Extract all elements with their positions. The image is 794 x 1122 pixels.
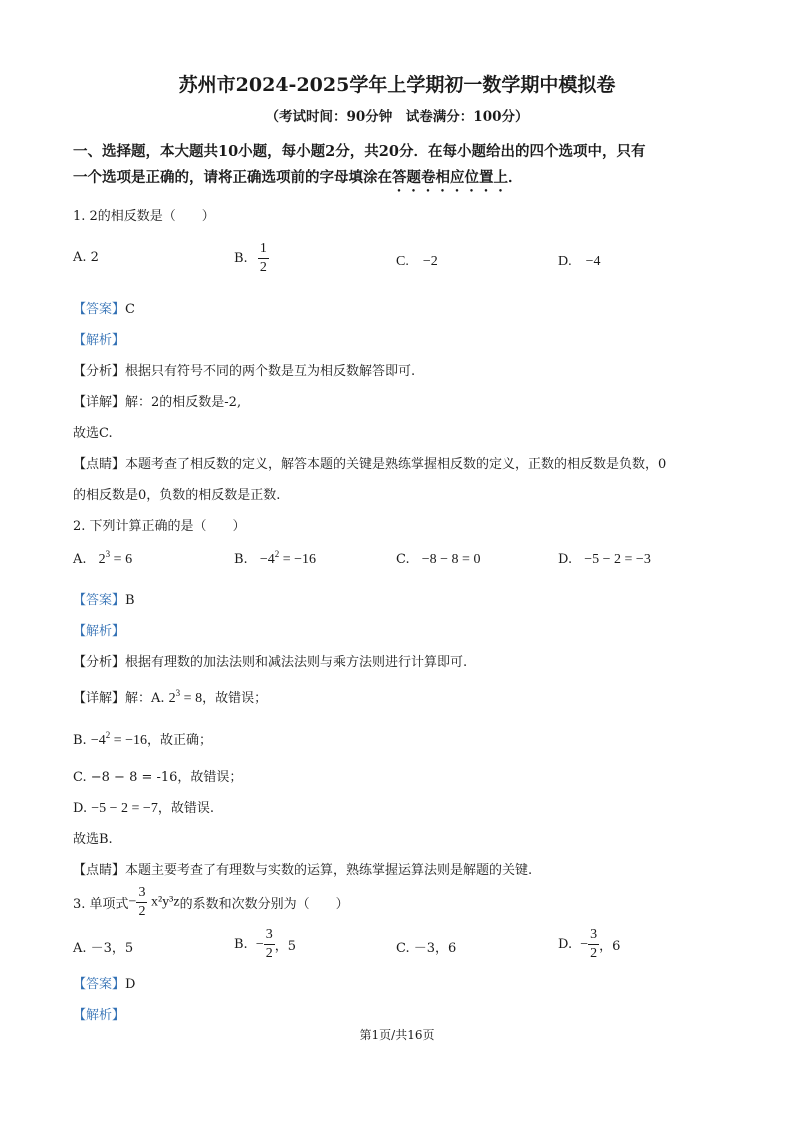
q2-detail-b-suffix: ，故正确； (147, 733, 213, 748)
q2-option-c (396, 552, 480, 568)
q2-detail-d (73, 797, 214, 817)
q2-detail-b (73, 729, 212, 749)
q1-option-b-denominator: 2 (259, 260, 267, 275)
q2-option-d-expr: −5 − 2 = −3 (584, 552, 651, 567)
q2-option-b-expr (259, 549, 317, 567)
answer-tag: 【答案】 (73, 302, 126, 317)
q3-answer (73, 973, 135, 992)
q3-answer-value: D (125, 977, 136, 992)
fenxi-tag: 【分析】 (73, 364, 126, 379)
q3-option-b-numerator: 3 (264, 928, 275, 945)
q1-option-b-fraction (258, 242, 269, 275)
q3-option-d-label: D. (558, 937, 573, 952)
q1-comment-line1 (73, 453, 666, 472)
q2-option-a-base: 2 (98, 552, 106, 567)
q1-fenxi (73, 360, 415, 379)
q2-detail-prefix: 解：A. (125, 691, 169, 706)
q2-analysis-tag: 【解析】 (73, 624, 126, 639)
q2-detail-b-expr (90, 730, 148, 748)
q2-detail-exp: 3 (175, 688, 181, 698)
q2-detail-expr (168, 688, 203, 706)
q3-stem-denominator: 2 (138, 904, 146, 919)
q3-analysis-tag: 【解析】 (73, 1008, 126, 1023)
q3-option-d-numerator: 3 (588, 928, 599, 945)
q2-answer-value: B (125, 593, 135, 608)
q2-option-b-rest: = −16 (279, 552, 317, 567)
q2-option-a (73, 549, 133, 568)
q2-detail-b-label: B. (73, 733, 91, 748)
q2-detail-d-expr: −5 − 2 = −7 (91, 801, 158, 816)
section-line2-suffix: ． (508, 169, 523, 186)
q2-stem: 2. 下列计算正确的是（ ） (73, 519, 246, 534)
q2-detail-d-prefix: D. (73, 801, 92, 816)
q3-option-d-minus: − (580, 936, 589, 952)
q3-stem (73, 886, 349, 919)
page-title: 苏州市2024-2025学年上学期初一数学期中模拟卷 (178, 74, 616, 96)
q1-analysis-tag: 【解析】 (73, 333, 126, 348)
q3-option-b-denominator: 2 (265, 946, 273, 961)
q1-option-d: D. −4 (558, 254, 601, 269)
q1-stem: 1. 2的相反数是（ ） (73, 209, 215, 224)
q1-option-a: A. 2 (73, 250, 99, 265)
section-line2-emphasis: 答题卷相应位置上 (392, 169, 508, 186)
q3-option-d-fraction (588, 928, 599, 961)
q2-detail (73, 687, 267, 707)
q2-fenxi (73, 651, 467, 670)
section-heading-line2 (73, 166, 523, 195)
q2-detail-c: C. −8 − 8 = -16，故错误； (73, 770, 243, 785)
q2-comment-text: 本题主要考查了有理数与实数的运算，熟练掌握运算法则是解题的关键. (125, 863, 533, 878)
detail-tag: 【详解】 (73, 395, 126, 410)
q3-stem-numerator: 3 (136, 886, 147, 903)
q3-option-b-minus: − (255, 936, 264, 952)
q3-option-d-rest: ，6 (599, 939, 621, 954)
q1-option-b-numerator: 1 (258, 242, 269, 259)
q2-option-b-base: −4 (259, 552, 275, 567)
q2-option-c-expr: −8 − 8 = 0 (421, 552, 481, 567)
q2-option-d (558, 552, 651, 568)
q3-stem-prefix: 3. 单项式 (73, 897, 129, 912)
q3-stem-monomial: x²y³z (147, 894, 180, 910)
q2-detail-suffix: ，故错误； (202, 691, 268, 706)
q3-stem-fraction (136, 886, 147, 919)
answer-tag: 【答案】 (73, 593, 126, 608)
q2-option-a-label: A. (73, 552, 87, 567)
q2-detail-b-exp: 2 (105, 730, 111, 740)
q1-fenxi-text: 根据只有符号不同的两个数是互为相反数解答即可. (125, 364, 416, 379)
q3-stem-minus: − (128, 894, 137, 910)
comment-tag: 【点睛】 (73, 457, 126, 472)
q3-option-b-label: B. (234, 937, 248, 952)
q1-comment-text1: 本题考查了相反数的定义，解答本题的关键是熟练掌握相反数的定义，正数的相反数是负数，0 (125, 457, 667, 472)
q2-option-a-exp: 3 (105, 549, 111, 559)
q2-detail-base: 2 (168, 691, 176, 706)
q3-option-c: C. －3，6 (396, 941, 457, 956)
q3-option-d (558, 928, 620, 961)
q1-option-b (234, 242, 269, 275)
section-line2-prefix: 一个选项是正确的，请将正确选项前的字母填涂在 (73, 169, 392, 186)
q1-detail (73, 391, 241, 410)
fenxi-tag: 【分析】 (73, 655, 126, 670)
q2-fenxi-text: 根据有理数的加法法则和减法法则与乘方法则进行计算即可. (125, 655, 468, 670)
q1-option-c: C. −2 (396, 254, 438, 269)
q1-answer (73, 298, 135, 317)
q3-option-d-denominator: 2 (590, 946, 598, 961)
q3-option-a: A. －3，5 (73, 941, 134, 956)
q2-option-a-rest: = 6 (110, 552, 133, 567)
q2-option-c-label: C. (396, 552, 410, 567)
q2-detail-d-suffix: ，故错误. (157, 801, 214, 816)
q2-option-b (234, 549, 317, 568)
comment-tag: 【点睛】 (73, 863, 126, 878)
q3-option-b-fraction (264, 928, 275, 961)
q2-answer (73, 589, 135, 608)
q2-option-b-label: B. (234, 552, 248, 567)
q2-detail-b-base: −4 (90, 733, 106, 748)
q3-stem-suffix: 的系数和次数分别为（ ） (179, 897, 349, 912)
q1-comment-line2: 的相反数是0，负数的相反数是正数. (73, 488, 281, 503)
q1-detail-text: 解：2的相反数是-2, (125, 395, 242, 410)
q2-detail-rest: = 8 (180, 691, 203, 706)
q1-conclusion: 故选C. (73, 426, 113, 441)
q2-option-a-expr (98, 549, 133, 567)
q2-conclusion: 故选B. (73, 832, 113, 847)
answer-tag: 【答案】 (73, 977, 126, 992)
page-footer: 第1页/共16页 (359, 1028, 435, 1042)
q2-option-d-label: D. (558, 552, 573, 567)
detail-tag: 【详解】 (73, 691, 126, 706)
section-heading-line1: 一、选择题，本大题共10小题，每小题2分，共20分．在每小题给出的四个选项中，只有 (73, 143, 646, 160)
q3-option-b-rest: ，5 (274, 939, 297, 954)
q1-option-b-label: B. (234, 251, 248, 266)
q3-option-b (234, 928, 296, 961)
exam-info: （考试时间：90分钟 试卷满分：100分） (265, 109, 529, 125)
q2-option-b-exp: 2 (274, 549, 280, 559)
q2-detail-b-rest: = −16 (110, 733, 148, 748)
q2-comment (73, 859, 532, 878)
q1-answer-value: C (125, 302, 135, 317)
